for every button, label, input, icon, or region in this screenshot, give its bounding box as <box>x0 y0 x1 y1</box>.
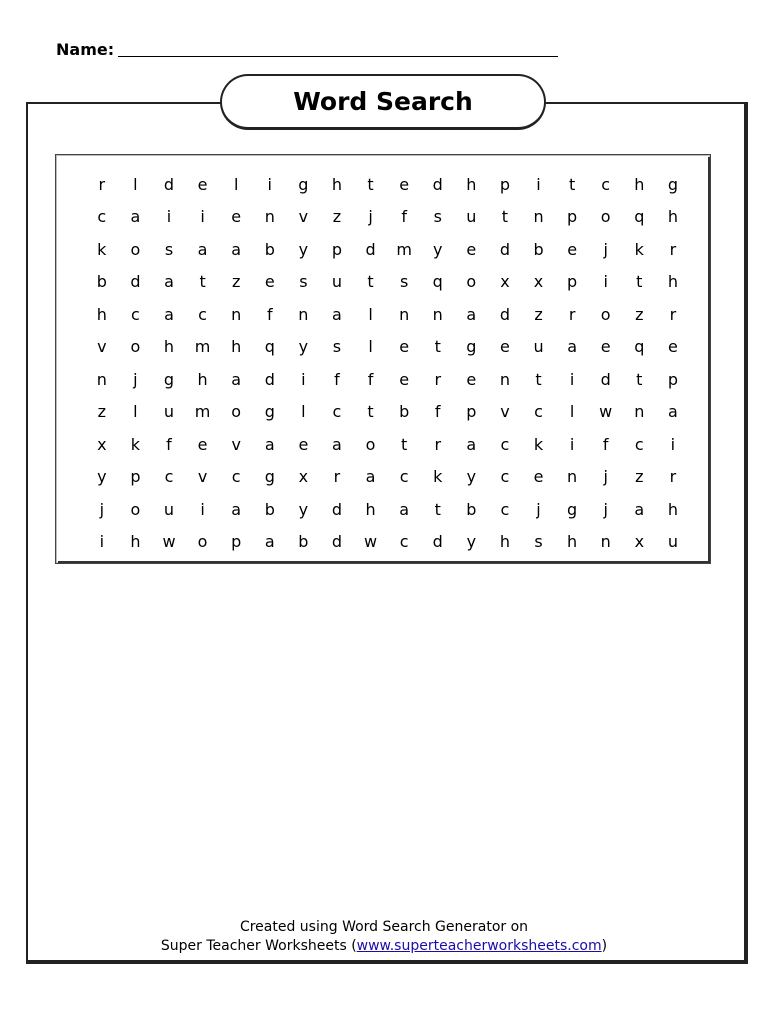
grid-letter[interactable]: i <box>536 174 541 194</box>
grid-letter[interactable]: o <box>365 434 376 454</box>
grid-letter[interactable]: b <box>399 402 410 422</box>
grid-letter[interactable]: c <box>399 532 409 552</box>
grid-letter[interactable]: r <box>568 304 576 324</box>
grid-letter[interactable]: k <box>634 239 644 259</box>
grid-letter[interactable]: l <box>368 337 373 357</box>
grid-letter[interactable]: m <box>194 337 211 357</box>
grid-letter[interactable]: t <box>636 369 643 389</box>
grid-letter[interactable]: t <box>636 272 643 292</box>
grid-letter[interactable]: p <box>231 532 242 552</box>
grid-letter[interactable]: f <box>266 304 273 324</box>
title-banner <box>220 74 546 130</box>
grid-letter[interactable]: g <box>466 337 477 357</box>
grid-letter[interactable]: y <box>298 499 309 519</box>
footer-line-2 <box>26 937 742 956</box>
grid-letter[interactable]: c <box>332 402 342 422</box>
grid-letter[interactable]: e <box>399 337 410 357</box>
grid-letter[interactable]: c <box>601 174 611 194</box>
grid-letter[interactable]: n <box>96 369 107 389</box>
grid-row <box>85 526 690 559</box>
grid-row <box>85 396 690 429</box>
letter-grid <box>85 168 690 558</box>
grid-letter[interactable]: n <box>533 207 544 227</box>
footer-line-1: Created using Word Search Generator on <box>239 919 529 935</box>
grid-letter[interactable]: l <box>133 174 138 194</box>
grid-letter[interactable]: u <box>667 532 678 552</box>
grid-letter[interactable]: z <box>231 272 241 292</box>
grid-letter[interactable]: n <box>399 304 410 324</box>
grid-letter[interactable]: e <box>466 239 477 259</box>
grid-letter[interactable]: w <box>162 532 176 552</box>
grid-letter[interactable]: p <box>567 272 578 292</box>
grid-letter[interactable]: h <box>96 304 107 324</box>
grid-letter[interactable]: e <box>466 369 477 389</box>
grid-letter[interactable]: h <box>466 174 477 194</box>
grid-row <box>85 168 690 201</box>
grid-letter[interactable]: f <box>434 402 441 422</box>
grid-letter[interactable]: h <box>667 207 678 227</box>
grid-letter[interactable]: a <box>466 434 477 454</box>
grid-letter[interactable]: i <box>670 434 676 454</box>
grid-letter[interactable]: b <box>298 532 309 552</box>
grid-letter[interactable]: p <box>499 174 510 194</box>
grid-letter[interactable]: f <box>166 434 172 454</box>
name-write-line[interactable] <box>118 38 558 57</box>
grid-row <box>85 461 690 494</box>
grid-letter[interactable]: e <box>399 174 410 194</box>
grid-letter[interactable]: e <box>264 272 275 292</box>
grid-letter[interactable]: d <box>264 369 275 389</box>
grid-letter[interactable]: t <box>367 402 374 422</box>
grid-letter[interactable]: x <box>298 467 309 487</box>
grid-letter[interactable]: h <box>667 499 678 519</box>
grid-letter[interactable]: e <box>533 467 544 487</box>
grid-letter[interactable]: y <box>298 239 309 259</box>
grid-letter[interactable]: h <box>331 174 343 194</box>
grid-letter[interactable]: k <box>130 434 141 454</box>
grid-letter[interactable]: e <box>567 239 578 259</box>
grid-letter[interactable]: h <box>499 532 510 552</box>
grid-letter[interactable]: a <box>264 532 275 552</box>
grid-letter[interactable]: q <box>634 337 645 357</box>
grid-letter[interactable]: c <box>130 304 140 324</box>
grid-letter[interactable]: p <box>331 239 343 259</box>
grid-letter[interactable]: p <box>466 402 477 422</box>
grid-letter[interactable]: j <box>536 499 541 519</box>
grid-letter[interactable]: l <box>133 402 138 422</box>
grid-letter[interactable]: j <box>603 239 608 259</box>
grid-letter[interactable]: g <box>163 369 175 389</box>
grid-letter[interactable]: d <box>432 174 443 194</box>
grid-letter[interactable]: m <box>396 239 412 259</box>
grid-letter[interactable]: d <box>163 174 175 194</box>
grid-row <box>85 266 690 299</box>
grid-letter[interactable]: q <box>264 337 275 357</box>
grid-letter[interactable]: v <box>298 207 309 227</box>
grid-letter[interactable]: i <box>200 499 205 519</box>
grid-letter[interactable]: v <box>231 434 241 454</box>
grid-letter[interactable]: e <box>399 369 410 389</box>
grid-letter[interactable]: a <box>130 207 141 227</box>
grid-letter[interactable]: a <box>231 499 242 519</box>
grid-row <box>85 331 690 364</box>
grid-letter[interactable]: l <box>233 174 239 194</box>
grid-letter[interactable]: c <box>97 207 107 227</box>
grid-letter[interactable]: f <box>334 369 340 389</box>
grid-letter[interactable]: o <box>197 532 208 552</box>
grid-letter[interactable]: h <box>197 369 208 389</box>
grid-letter[interactable]: g <box>298 174 309 194</box>
grid-letter[interactable]: y <box>97 467 107 487</box>
grid-letter[interactable]: z <box>97 402 106 422</box>
grid-letter[interactable]: k <box>97 239 107 259</box>
grid-letter[interactable]: g <box>667 174 678 194</box>
grid-letter[interactable]: c <box>534 402 543 422</box>
grid-row <box>85 363 690 396</box>
grid-letter[interactable]: h <box>567 532 578 552</box>
grid-letter[interactable]: z <box>635 467 644 487</box>
grid-letter[interactable]: c <box>198 304 207 324</box>
grid-letter[interactable]: v <box>97 337 107 357</box>
grid-letter[interactable]: u <box>163 499 175 519</box>
grid-letter[interactable]: i <box>166 207 172 227</box>
grid-letter[interactable]: j <box>368 207 373 227</box>
grid-letter[interactable]: i <box>569 434 575 454</box>
grid-letter[interactable]: o <box>466 272 477 292</box>
grid-letter[interactable]: u <box>533 337 544 357</box>
grid-letter[interactable]: t <box>199 272 206 292</box>
grid-letter[interactable]: n <box>600 532 611 552</box>
name-row <box>56 36 558 60</box>
footer-credit <box>26 918 742 956</box>
grid-letter[interactable]: b <box>264 499 275 519</box>
grid-letter[interactable]: a <box>332 304 342 324</box>
grid-letter[interactable]: x <box>533 272 544 292</box>
grid-letter[interactable]: t <box>367 174 374 194</box>
grid-letter[interactable]: p <box>567 207 578 227</box>
grid-letter[interactable]: j <box>603 499 608 519</box>
grid-letter[interactable]: s <box>534 532 543 552</box>
grid-letter[interactable]: w <box>364 532 378 552</box>
grid-letter[interactable]: d <box>499 239 510 259</box>
grid-letter[interactable]: e <box>298 434 309 454</box>
grid-letter[interactable]: r <box>669 467 677 487</box>
grid-row <box>85 233 690 266</box>
grid-letter[interactable]: n <box>432 304 443 324</box>
grid-letter[interactable]: x <box>634 532 645 552</box>
grid-letter[interactable]: n <box>231 304 242 324</box>
grid-letter[interactable]: z <box>534 304 543 324</box>
grid-letter[interactable]: t <box>434 337 441 357</box>
grid-letter[interactable]: a <box>231 369 242 389</box>
grid-letter[interactable]: x <box>500 272 510 292</box>
grid-letter[interactable]: b <box>533 239 544 259</box>
grid-letter[interactable]: a <box>667 402 678 422</box>
grid-letter[interactable]: l <box>368 304 373 324</box>
grid-letter[interactable]: d <box>331 532 343 552</box>
grid-letter[interactable]: d <box>331 499 343 519</box>
grid-letter[interactable]: u <box>331 272 343 292</box>
grid-letter[interactable]: e <box>231 207 242 227</box>
grid-letter[interactable]: a <box>164 272 174 292</box>
grid-letter[interactable]: a <box>634 499 645 519</box>
grid-letter[interactable]: i <box>99 532 105 552</box>
grid-letter[interactable]: v <box>197 467 208 487</box>
grid-letter[interactable]: g <box>567 499 578 519</box>
grid-letter[interactable]: z <box>635 304 644 324</box>
grid-letter[interactable]: e <box>500 337 510 357</box>
grid-letter[interactable]: i <box>301 369 306 389</box>
grid-letter[interactable]: h <box>231 337 242 357</box>
grid-row <box>85 298 690 331</box>
grid-letter[interactable]: j <box>603 467 608 487</box>
name-label: Name: <box>56 40 115 59</box>
grid-letter[interactable]: c <box>500 499 510 519</box>
grid-letter[interactable]: h <box>634 174 645 194</box>
grid-letter[interactable]: b <box>466 499 477 519</box>
grid-letter[interactable]: a <box>466 304 477 324</box>
grid-letter[interactable]: f <box>401 207 407 227</box>
grid-letter[interactable]: c <box>634 434 644 454</box>
grid-letter[interactable]: n <box>567 467 578 487</box>
grid-row <box>85 201 690 234</box>
grid-letter[interactable]: m <box>194 402 211 422</box>
grid-letter[interactable]: q <box>432 272 443 292</box>
grid-letter[interactable]: d <box>130 272 141 292</box>
footer-suffix: ) <box>601 938 608 954</box>
grid-letter[interactable]: a <box>365 467 376 487</box>
grid-letter[interactable]: e <box>667 337 678 357</box>
grid-letter[interactable]: t <box>434 499 441 519</box>
grid-letter[interactable]: a <box>231 239 242 259</box>
grid-letter[interactable]: s <box>332 337 342 357</box>
grid-letter[interactable]: t <box>401 434 408 454</box>
grid-letter[interactable]: r <box>669 239 677 259</box>
grid-letter[interactable]: b <box>96 272 107 292</box>
grid-letter[interactable]: z <box>332 207 342 227</box>
grid-letter[interactable]: r <box>669 304 677 324</box>
grid-letter[interactable]: l <box>569 402 575 422</box>
grid-letter[interactable]: h <box>365 499 376 519</box>
grid-letter[interactable]: c <box>399 467 409 487</box>
grid-letter[interactable]: o <box>231 402 242 422</box>
grid-letter[interactable]: j <box>133 369 138 389</box>
grid-letter[interactable]: a <box>164 304 174 324</box>
grid-letter[interactable]: i <box>603 272 608 292</box>
grid-letter[interactable]: e <box>197 434 208 454</box>
page-title: Word Search <box>293 87 473 116</box>
grid-letter[interactable]: o <box>130 337 141 357</box>
grid-letter[interactable]: u <box>163 402 175 422</box>
grid-letter[interactable]: d <box>432 532 443 552</box>
grid-letter[interactable]: i <box>267 174 272 194</box>
grid-letter[interactable]: x <box>97 434 107 454</box>
grid-letter[interactable]: d <box>365 239 376 259</box>
grid-letter[interactable]: y <box>466 532 477 552</box>
grid-letter[interactable]: e <box>600 337 611 357</box>
grid-letter[interactable]: n <box>298 304 309 324</box>
grid-letter[interactable]: a <box>399 499 410 519</box>
grid-letter[interactable]: d <box>499 304 510 324</box>
grid-letter[interactable]: c <box>500 467 510 487</box>
grid-letter[interactable]: u <box>466 207 477 227</box>
grid-letter[interactable]: i <box>569 369 575 389</box>
grid-letter[interactable]: s <box>299 272 308 292</box>
grid-letter[interactable]: r <box>333 467 341 487</box>
grid-letter[interactable]: d <box>600 369 611 389</box>
grid-letter[interactable]: n <box>264 207 275 227</box>
grid-letter[interactable]: c <box>231 467 241 487</box>
grid-letter[interactable]: g <box>264 402 275 422</box>
grid-letter[interactable]: p <box>130 467 141 487</box>
grid-letter[interactable]: r <box>434 369 442 389</box>
grid-letter[interactable]: t <box>367 272 374 292</box>
grid-letter[interactable]: o <box>130 499 141 519</box>
grid-letter[interactable]: h <box>667 272 678 292</box>
grid-letter[interactable]: i <box>200 207 205 227</box>
grid-letter[interactable]: j <box>99 499 105 519</box>
grid-letter[interactable]: o <box>600 207 611 227</box>
grid-row <box>85 428 690 461</box>
grid-letter[interactable]: r <box>98 174 106 194</box>
grid-letter[interactable]: n <box>499 369 510 389</box>
grid-letter[interactable]: p <box>667 369 678 389</box>
grid-letter[interactable]: h <box>130 532 141 552</box>
grid-letter[interactable]: s <box>433 207 442 227</box>
grid-letter[interactable]: a <box>197 239 208 259</box>
grid-letter[interactable]: y <box>466 467 477 487</box>
grid-letter[interactable]: c <box>500 434 510 454</box>
grid-letter[interactable]: g <box>264 467 275 487</box>
grid-letter[interactable]: s <box>399 272 409 292</box>
grid-letter[interactable]: n <box>634 402 645 422</box>
grid-letter[interactable]: o <box>130 239 141 259</box>
grid-letter[interactable]: s <box>164 239 174 259</box>
grid-letter[interactable]: h <box>163 337 175 357</box>
grid-letter[interactable]: q <box>634 207 645 227</box>
grid-letter[interactable]: r <box>434 434 442 454</box>
grid-letter[interactable]: t <box>535 369 542 389</box>
grid-letter[interactable]: a <box>332 434 342 454</box>
grid-letter[interactable]: k <box>433 467 443 487</box>
grid-letter[interactable]: y <box>433 239 443 259</box>
grid-letter[interactable]: o <box>600 304 611 324</box>
grid-letter[interactable]: c <box>164 467 174 487</box>
grid-letter[interactable]: y <box>298 337 309 357</box>
grid-letter[interactable]: v <box>500 402 510 422</box>
grid-letter[interactable]: a <box>264 434 275 454</box>
grid-letter[interactable]: e <box>197 174 208 194</box>
grid-letter[interactable]: b <box>264 239 275 259</box>
grid-letter[interactable]: t <box>568 174 576 194</box>
grid-letter[interactable]: f <box>602 434 609 454</box>
grid-letter[interactable]: l <box>301 402 306 422</box>
grid-letter[interactable]: w <box>599 402 613 422</box>
footer-prefix: Super Teacher Worksheets ( <box>160 938 357 954</box>
grid-letter[interactable]: t <box>501 207 509 227</box>
grid-letter[interactable]: f <box>367 369 374 389</box>
grid-letter[interactable]: k <box>533 434 544 454</box>
website-link[interactable]: www.superteacherworksheets.com <box>356 938 602 954</box>
grid-letter[interactable]: a <box>567 337 578 357</box>
grid-row <box>85 493 690 526</box>
